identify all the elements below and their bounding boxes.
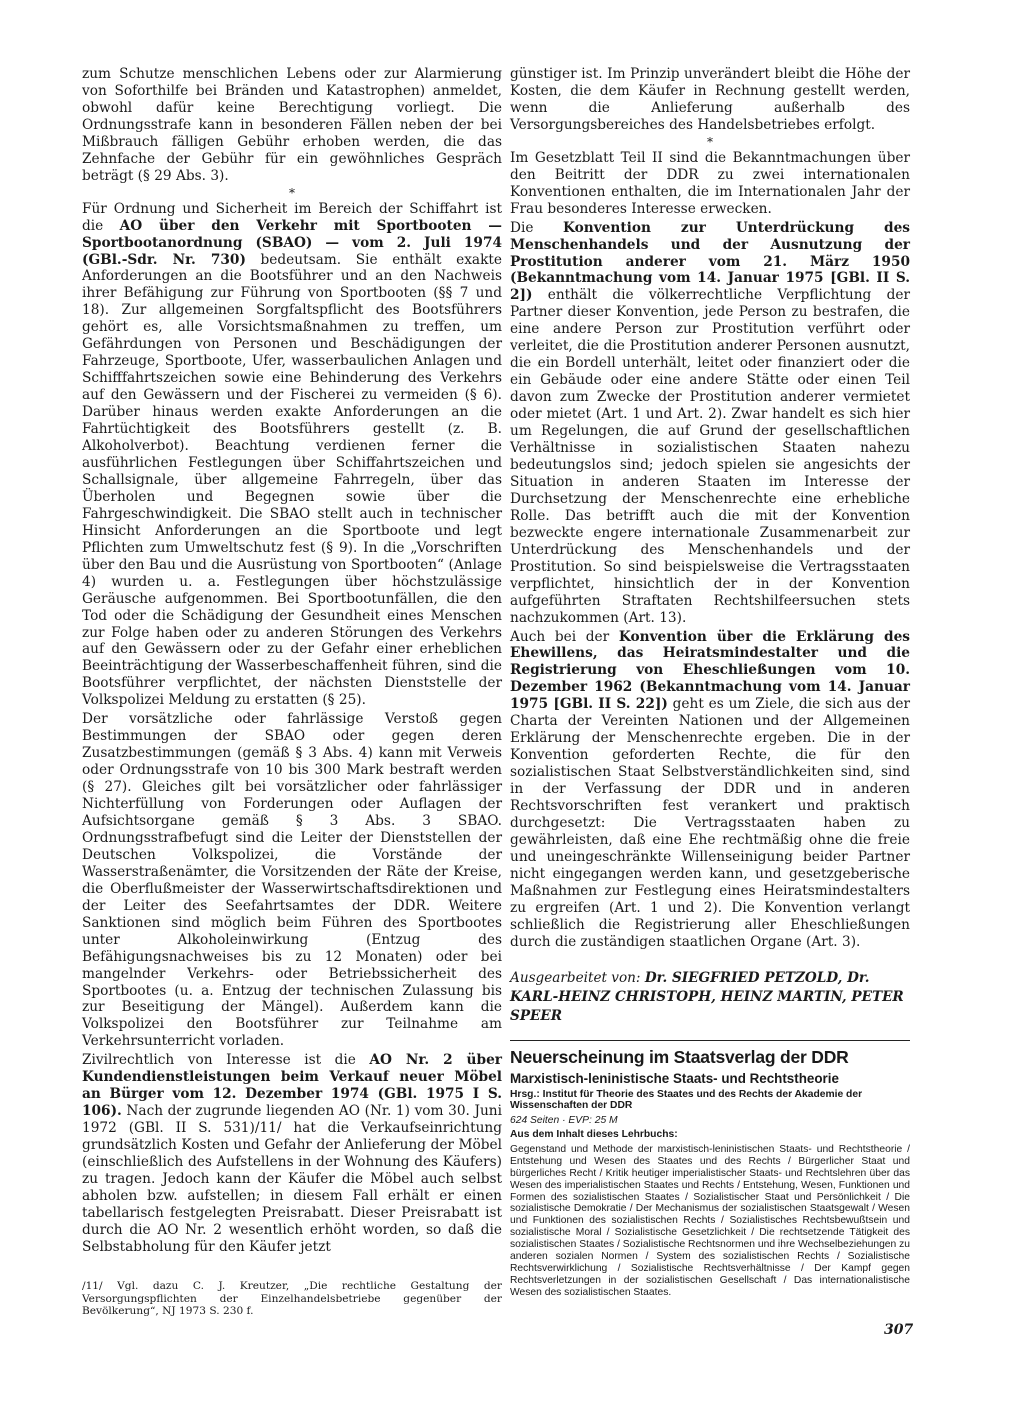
section-separator: * — [707, 134, 713, 149]
paragraph-sanctions: Der vorsätzliche oder fahrlässige Verstoß gegen Bestimmungen der SBAO oder gegen deren Zusatzbestimmungen (gemäß § 3 Abs. 4) kann mit Verweis oder Ordnungsstrafe von 10 bis 300 Mark bestraft werden (§ 27). Gleiches gilt bei vorsätzlicher oder fahrlässiger Nichterfüllung von Forderungen oder Auflagen der Aufsichtsorgane gemäß § 3 Abs. 3 SBAO. Ordnungsstrafbefugt sind die Leiter der Dienststellen der Deutschen Volkspolizei, die Vorstände der Wasserstraßenämter, die Vorsitzenden der Räte der Kreise, die Oberflußmeister der Wasserwirtschaftsdirektionen und der Leiter des Seefahrtsamtes der DDR. Weitere Sanktionen sind möglich beim Führen des Sportbootes unter Alkoholeinwirkung (Entzug des Befähigungsnachweises bis zu 12 Monaten) oder bei mangelnder Verkehrs- oder Betriebssicherheit des Sportbootes (u. a. Entzug der technischen Zulassung bis zur Beseitigung der Mängel). Außerdem kann die Volkspolizei den Bootsführer zur Teilnahme am Verkehrsunterricht vorladen. — [82, 711, 502, 1050]
convention-reference-marriage: Konvention über die Erklärung des Ehewillens, das Heiratsmindestalter und die Registrierung von Eheschließungen vom 10. Dezember 1962 (Bekanntmachung vom 14. Januar 1975 [GBl. II S. 22]) — [510, 628, 910, 713]
ad-book-title: Marxistisch-leninistische Staats- und Rechtstheorie — [510, 1070, 839, 1086]
law-reference-furniture: AO Nr. 2 über Kundendienstleistungen beim Verkauf neuer Möbel an Bürger vom 12. Dezember 1974 (GBl. 1975 I S. 106). — [82, 1052, 502, 1120]
paragraph-convention-trafficking: Die Konvention zur Unterdrückung des Menschenhandels und der Ausnutzung der Prostitution anderer vom 21. März 1950 (Bekanntmachung vom 14. Januar 1975 [GBl. II S. 2]) enthält die völkerrechtliche Verpflichtung der Partner dieser Konvention, jede Person zu bestrafen, die eine andere Person zur Prostitution verführt oder verleitet, die die Prostitution anderer Personen ausnutzt, die ein Bordell unterhält, leitet oder finanziert oder die ein Gebäude oder eine andere Stätte oder einen Teil davon zum Zwecke der Prostitution anderer vermietet oder mietet (Art. 1 und Art. 2). Zwar handelt es sich hier um Regelungen, die auf Grund der gesellschaftlichen Verhältnisse in sozialistischen Staaten nahezu bedeutungslos sind; jedoch spielen sie angesichts der Situation in anderen Staaten im Interesse der Durchsetzung der Menschenrechte eine erhebliche Rolle. Das betrifft auch die mit der Konvention bezweckte engere internationale Zusammenarbeit zur Unterdrückung des Menschenhandels und der Prostitution. So sind beispielsweise die Vertragsstaaten verpflichtet, hinsichtlich der in der Konvention aufgeführten Straftaten Rechtshilfeersuchen stets nachzukommen (Art. 13). — [510, 219, 911, 626]
publisher-advertisement — [510, 1047, 910, 1300]
paragraph-convention-marriage: Auch bei der Konvention über die Erklärung des Ehewillens, das Heiratsmindestalter und die Registrierung von Eheschließungen vom 10. Dezember 1962 (Bekanntmachung vom 14. Januar 1975 [GBl. II S. 22]) geht es um Ziele, die sich aus der Charta der Vereinten Nationen und der Allgemeinen Erklärung der Menschenrechte ergeben. Die in der Konvention geforderten Rechte, die für den sozialistischen Staat Selbstverständlichkeiten sind, sind in der Verfassung der DDR und in anderen Rechtsvorschriften fest verankert und praktisch durchgesetzt: Die Vertragsstaaten haben zu gewährleisten, daß eine Ehe rechtmäßig ohne die freie und uneingeschränkte Willenseinigung beider Partner nicht eingegangen werden kann, und gesetzgeberische Maßnahmen zur Festlegung eines Heiratsmindestalters zu ergreifen (Art. 1 und 2). Die Konvention verlangt schließlich die Registrierung aller Eheschließungen durch die zuständigen staatlichen Organe (Art. 3). — [510, 628, 910, 950]
ad-contents: Gegenstand und Methode der marxistisch-leninistischen Staats- und Rechtstheorie / Entstehung und Wesen des Staates und des Rechts / Bürgerlicher Staat und bürgerliches Recht / Kritik heutiger imperialistischer Staats- und Rechtslehren über das Wesen des imperialistischen Staates und Rechts / Entstehung, Wesen, Funktionen und Formen des sozialistischen Staates / Sozialistischer Staat und Persönlichkeit / Die sozialistische Demokratie / Der Mechanismus der sozialistischen Staatsgewalt / Wesen und Funktionen des sozialistischen Rechts / Sozialistisches Rechtsbewußtsein und sozialistische Moral / Sozialistische Gesetzlichkeit / Die rechtsetzende Tätigkeit des sozialistischen Staates / Sozialistische Rechtsnormen und ihre Wechselbeziehungen zu anderen sozialen Normen / System des sozialistischen Rechts / Sozialistische Rechtsverwirklichung / Sozialistische Rechtsverhältnisse / Der Kampf gegen Rechtsverletzungen in der sozialistischen Gesellschaft / Das internationalistische Wesen des sozialistischen Staates. — [510, 1143, 910, 1299]
paragraph: günstiger ist. Im Prinzip unverändert bleibt die Höhe der Kosten, die dem Käufer in Rechnung gestellt werden, wenn die Anlieferung außerhalb des Versorgungsbereiches des Handelsbetriebes erfolgt. — [510, 66, 910, 133]
ad-headline: Neuerscheinung im Staatsverlag der DDR — [510, 1046, 849, 1067]
right-column — [510, 66, 910, 1299]
page-number: 307 — [884, 1322, 914, 1338]
paragraph-sbao: Für Ordnung und Sicherheit im Bereich der Schiffahrt ist die AO über den Verkehr mit Sportbooten — Sportbootanordnung (SBAO) — vom 2. Juli 1974 (GBl.-Sdr. Nr. 730) bedeutsam. Sie enthält exakte Anforderungen an die Bootsführer und an den Nachweis ihrer Befähigung zur Führung von Sportbooten (§§ 7 und 18). Zur allgemeinen Sorgfaltspflicht des Bootsführers gehört es, alle Vorsichtsmaßnahmen zu treffen, um Gefährdungen von Personen und Beschädigungen der Fahrzeuge, Sportboote, Ufer, wasserbaulichen Anlagen und Schifffahrtszeichen sowie eine Behinderung des Verkehrs auf den Gewässern und der Fischerei zu vermeiden (§ 6). Darüber hinaus werden exakte Anforderungen an die Fahrtüchtigkeit des Bootsführers gestellt (z. B. Alkoholverbot). Beachtung verdienen ferner die ausführlichen Festlegungen über Schiffahrtszeichen und Schallsignale, über allgemeine Fahrregeln, über das Überholen und Begegnen sowie über die Fahrgeschwindigkeit. Die SBAO stellt auch in technischer Hinsicht Anforderungen an die Sportboote und legt Pflichten zum Umweltschutz fest (§ 9). In die „Vorschriften über den Bau und die Ausrüstung von Sportbooten“ (Anlage 4) wurden u. a. Festlegungen über höchstzulässige Geräusche aufgenommen. Bei Sportbootunfällen, die den Tod oder die Schädigung der Gesundheit eines Menschen zur Folge haben oder zu anderen Störungen des Verkehrs auf den Gewässern oder zu der Gefahr einer erheblichen Beeinträchtigung der Wasserbeschaffenheit führen, sind die Bootsführer verpflichtet, der nächsten Dienststelle der Volkspolizei Meldung zu erstatten (§ 25). — [82, 200, 502, 709]
authors-line: Ausgearbeitet von: Dr. SIEGFRIED PETZOLD, Dr. KARL-HEINZ CHRISTOPH, HEINZ MARTIN, PETER SPEER — [510, 969, 904, 1024]
left-column — [82, 66, 502, 1256]
convention-reference-trafficking: Konvention zur Unterdrückung des Menschenhandels und der Ausnutzung der Prostitution anderer vom 21. März 1950 (Bekanntmachung vom 14. Januar 1975 [GBl. II S. 2]) — [510, 219, 911, 304]
author-names: Dr. SIEGFRIED PETZOLD, Dr. KARL-HEINZ CHRISTOPH, HEINZ MARTIN, PETER SPEER — [510, 969, 904, 1024]
divider — [510, 1040, 910, 1041]
paragraph-intro-conventions: Im Gesetzblatt Teil II sind die Bekanntmachungen über den Beitritt der DDR zu zwei internationalen Konventionen enthalten, die im Internationalen Jahr der Frau besonderes Interesse erwecken. — [510, 149, 910, 217]
ad-price: 624 Seiten · EVP: 25 M — [510, 1115, 618, 1127]
paragraph-furniture: Zivilrechtlich von Interesse ist die AO Nr. 2 über Kundendienstleistungen beim Verkauf neuer Möbel an Bürger vom 12. Dezember 1974 (GBl. 1975 I S. 106). Nach der zugrunde liegenden AO (Nr. 1) vom 30. Juni 1972 (GBl. II S. 531)/11/ hat die Verkaufseinrichtung grundsätzlich Kosten und Gefahr der Anlieferung der Möbel (einschließlich des Aufstellens in der Wohnung des Käufers) zu tragen. Jedoch kann der Käufer die Möbel auch selbst abholen bzw. aufstellen; in diesem Fall erhält er einen tabellarisch festgelegten Preisrabatt. Dieser Preisrabatt ist durch die AO Nr. 2 wesentlich erhöht worden, so daß die Selbstabholung für den Käufer jetzt — [82, 1052, 502, 1255]
law-reference-sbao: AO über den Verkehr mit Sportbooten — Sportbootanordnung (SBAO) — vom 2. Juli 1974 (GBl.-Sdr. Nr. 730) — [82, 217, 502, 268]
footnote: /11/ Vgl. dazu C. J. Kreutzer, „Die rechtliche Gestaltung der Versorgungspflichten der Einzelhandelsbetriebe gegenüber der Bevölkerung“, NJ 1973 S. 230 f. — [82, 1280, 502, 1317]
ad-contents-intro: Aus dem Inhalt dieses Lehrbuchs: — [510, 1129, 678, 1141]
ad-editor: Hrsg.: Institut für Theorie des Staates und des Rechts der Akademie der Wissenschaften der DDR — [510, 1088, 863, 1112]
paragraph: zum Schutze menschlichen Lebens oder zur Alarmierung von Soforthilfe bei Bränden und Katastrophen) anmeldet, obwohl dafür keine Berechtigung vorliegt. Die Ordnungsstrafe kann in besonderen Fällen neben der bei Mißbrauch fälligen Gebühr erhoben werden, die das Zehnfache der Gebühr für ein gewöhnliches Gespräch beträgt (§ 29 Abs. 3). — [82, 66, 502, 184]
section-separator: * — [289, 185, 295, 200]
